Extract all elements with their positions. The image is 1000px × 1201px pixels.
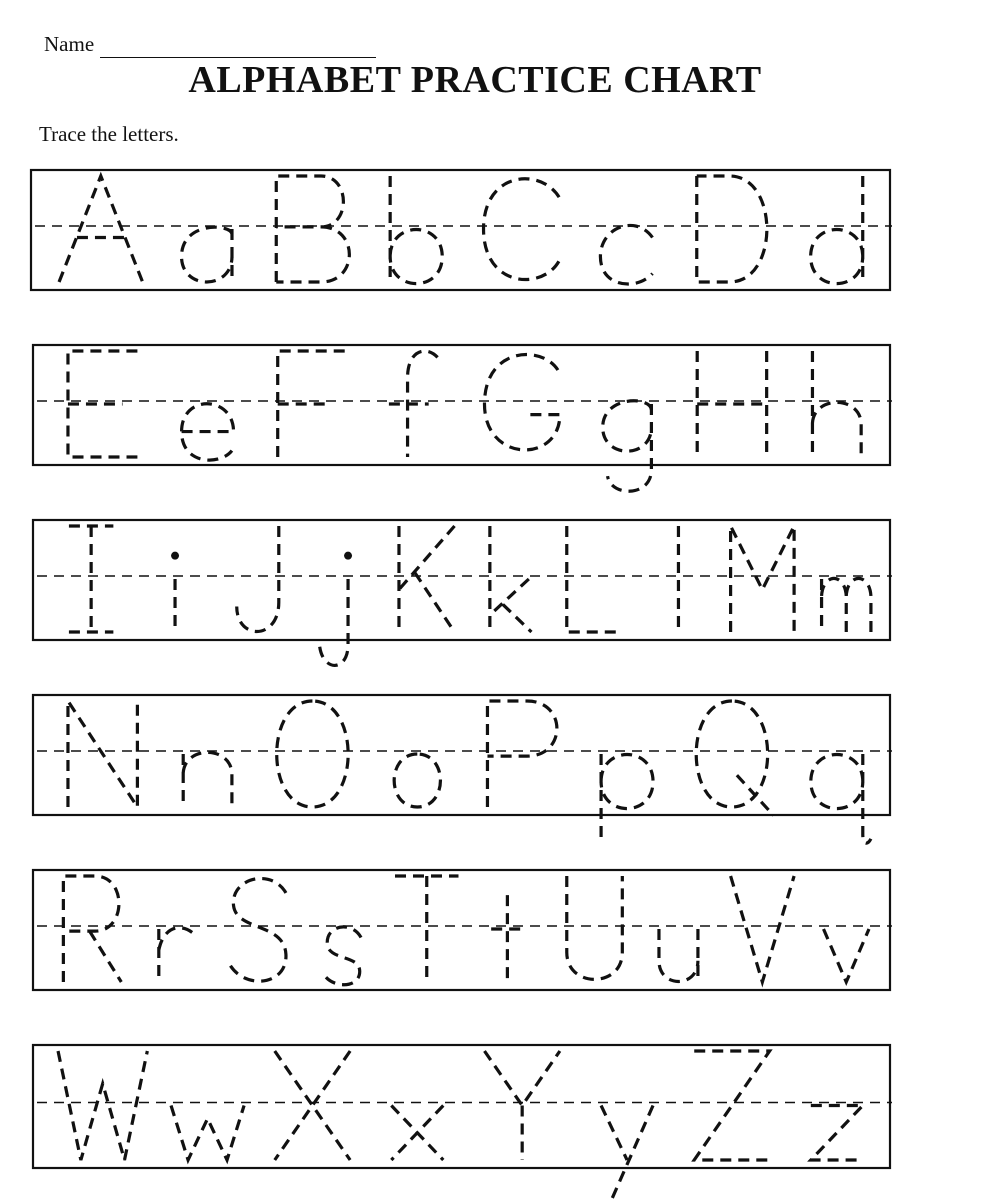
letter-stroke <box>601 754 653 839</box>
letter-dot <box>171 552 179 560</box>
letter-stroke <box>694 1051 769 1160</box>
letter-upper-h <box>697 351 766 457</box>
letter-lower-h <box>812 351 861 457</box>
letter-stroke <box>278 351 347 457</box>
letter-stroke <box>812 351 861 457</box>
letter-dot <box>344 552 352 560</box>
letter-upper-g <box>484 355 559 450</box>
letter-stroke <box>182 227 232 282</box>
letter-upper-b <box>276 176 349 282</box>
letter-stroke <box>696 701 773 815</box>
letter-lower-m <box>822 578 871 632</box>
letter-stroke <box>171 1106 244 1161</box>
letter-upper-f <box>278 351 347 457</box>
letter-upper-x <box>275 1051 350 1160</box>
letter-upper-s <box>229 879 286 982</box>
letter-lower-t <box>491 895 525 982</box>
letter-lower-n <box>183 752 232 807</box>
row-box <box>33 870 890 990</box>
letter-upper-y <box>484 1051 559 1160</box>
letter-stroke <box>275 1051 350 1160</box>
letter-lower-d <box>811 176 863 284</box>
letter-stroke <box>58 1051 147 1160</box>
letter-stroke <box>659 929 698 982</box>
letter-stroke <box>603 401 652 492</box>
letter-upper-u <box>567 876 623 979</box>
letter-stroke <box>731 876 794 982</box>
letter-upper-z <box>694 1051 769 1160</box>
letter-lower-x <box>391 1106 443 1161</box>
letter-lower-j <box>319 552 352 666</box>
tracing-row <box>33 520 892 665</box>
row-box <box>31 170 890 290</box>
letter-stroke <box>394 754 440 807</box>
letter-upper-m <box>731 526 794 632</box>
letter-stroke <box>491 895 525 982</box>
name-label: Name <box>44 32 95 56</box>
letter-stroke <box>183 752 232 807</box>
letter-upper-l <box>567 526 623 632</box>
tracing-row <box>33 1045 892 1201</box>
letter-lower-b <box>390 176 442 284</box>
letter-lower-v <box>824 929 869 982</box>
letter-stroke <box>490 526 532 632</box>
letter-stroke <box>229 879 286 982</box>
worksheet-title: ALPHABET PRACTICE CHART <box>188 59 762 101</box>
letter-stroke <box>601 1106 653 1201</box>
letter-upper-e <box>68 351 137 457</box>
tracing-row <box>33 870 892 990</box>
letter-lower-q <box>811 754 871 843</box>
letter-lower-f <box>389 351 438 457</box>
tracing-row <box>33 345 892 491</box>
letter-upper-r <box>63 876 121 982</box>
letter-lower-z <box>811 1106 863 1161</box>
letter-stroke <box>68 351 137 457</box>
letter-lower-k <box>490 526 532 632</box>
letter-stroke <box>159 928 193 982</box>
worksheet-instruction: Trace the letters. <box>39 122 179 146</box>
row-box <box>33 520 890 640</box>
letter-lower-a <box>182 227 232 282</box>
letter-lower-p <box>601 754 653 839</box>
letter-lower-o <box>394 754 440 807</box>
letter-stroke <box>811 754 871 843</box>
letter-stroke <box>391 1106 443 1161</box>
letter-stroke <box>319 579 348 665</box>
letter-stroke <box>277 701 348 807</box>
letter-stroke <box>399 526 455 632</box>
letter-stroke <box>567 876 623 979</box>
letter-lower-u <box>659 929 698 982</box>
letter-stroke <box>182 404 234 460</box>
letter-stroke <box>395 876 458 982</box>
letter-stroke <box>731 526 794 632</box>
letter-upper-n <box>68 701 137 807</box>
letter-lower-g <box>603 401 652 492</box>
letter-lower-i <box>171 552 179 632</box>
letter-stroke <box>484 355 559 450</box>
letter-stroke <box>487 701 556 807</box>
letter-stroke <box>484 1051 559 1160</box>
letter-stroke <box>811 176 863 284</box>
letter-stroke <box>600 225 652 284</box>
letter-stroke <box>63 876 121 982</box>
tracing-row <box>31 170 892 290</box>
letter-upper-c <box>484 179 560 280</box>
letter-upper-p <box>487 701 556 807</box>
letter-upper-w <box>58 1051 147 1160</box>
letter-stroke <box>389 351 438 457</box>
letter-upper-t <box>395 876 458 982</box>
letter-stroke <box>68 701 137 807</box>
letter-upper-v <box>731 876 794 982</box>
letter-stroke <box>822 578 871 632</box>
letter-lower-r <box>159 928 193 982</box>
letter-stroke <box>325 927 361 985</box>
letter-upper-a <box>59 176 143 282</box>
letter-stroke <box>59 176 143 282</box>
letter-lower-c <box>600 225 652 284</box>
letter-upper-k <box>399 526 455 632</box>
letter-upper-d <box>697 176 767 282</box>
letter-upper-q <box>696 701 773 815</box>
letter-stroke <box>390 176 442 284</box>
letter-lower-e <box>182 404 234 460</box>
letter-stroke <box>69 526 113 632</box>
letter-stroke <box>811 1106 863 1161</box>
letter-upper-i <box>69 526 113 632</box>
letter-lower-w <box>171 1106 244 1161</box>
letter-upper-j <box>237 526 279 631</box>
tracing-row <box>33 695 892 843</box>
letter-stroke <box>276 176 349 282</box>
letter-stroke <box>567 526 623 632</box>
letter-lower-s <box>325 927 361 985</box>
letter-stroke <box>484 179 560 280</box>
row-box <box>33 695 890 815</box>
letter-stroke <box>697 351 766 457</box>
letter-upper-o <box>277 701 348 807</box>
letter-lower-y <box>601 1106 653 1201</box>
letter-stroke <box>237 526 279 631</box>
letter-stroke <box>697 176 767 282</box>
letter-stroke <box>824 929 869 982</box>
